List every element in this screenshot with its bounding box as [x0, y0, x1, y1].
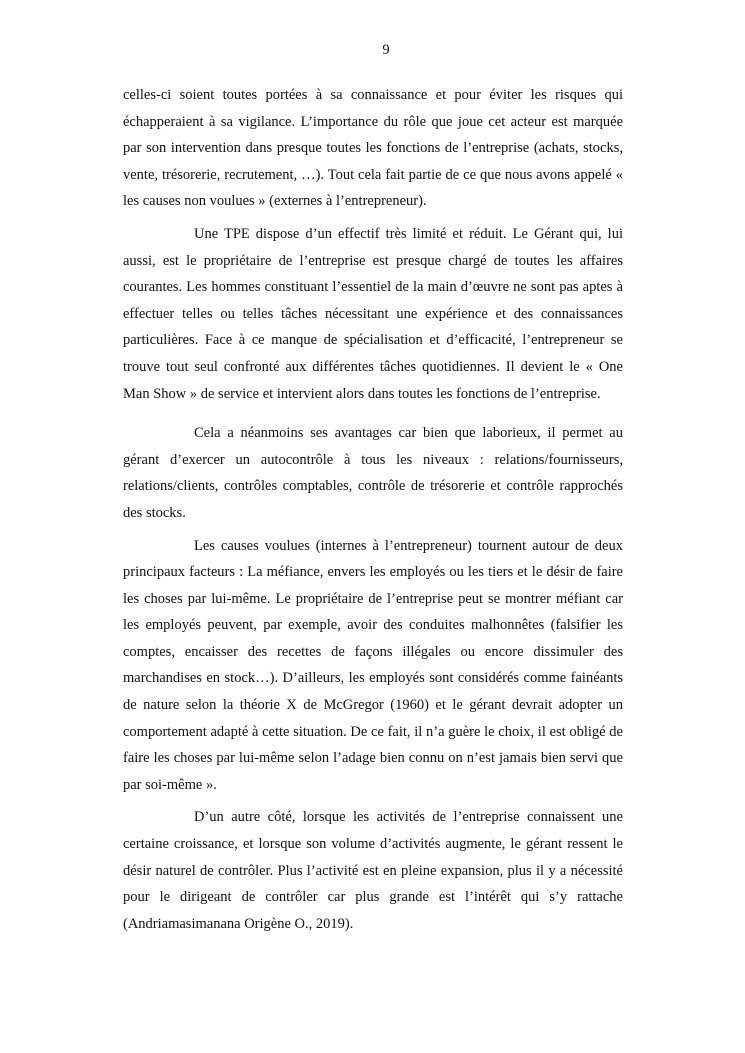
paragraph-voluntary-causes: Les causes voulues (internes à l’entrepreneur) tournent autour de deux principaux facteurs : La méfiance, envers les employés ou les tiers et le désir de faire les choses par lui-même. Le propriétaire de l’entreprise peut se montrer méfiant car les employés peuvent, par exemple, avoir des conduites malhonnêtes (falsifier les comptes, encaisser des recettes de façons illégales ou encore dissimuler des marchandises en stock…). D’ailleurs, les employés sont considérés comme fainéants de nature selon la théorie X de McGregor (1960) et le gérant devrait adopter un comportement adapté à cette situation. De ce fait, il n’a guère le choix, il est obligé de faire les choses par lui-même selon l’adage bien connu on n’est jamais bien servi que par soi-même ».	[123, 537, 623, 793]
paragraph-self-control-advantages: Cela a néanmoins ses avantages car bien que laborieux, il permet au gérant d’exercer un autocontrôle à tous les niveaux : relations/fournisseurs, relations/clients, contrôles comptables, contrôle de trésorerie et contrôle rapprochés des stocks.	[123, 425, 623, 521]
paragraph-external-causes: celles-ci soient toutes portées à sa connaissance et pour éviter les risques qui échapperaient à sa vigilance. L’importance du rôle que joue cet acteur est marquée par son intervention dans presque toutes les fonctions de l’entreprise (achats, stocks, vente, trésorerie, recrutement, …). Tout cela fait partie de ce que nous avons appelé « les causes non voulues » (externes à l’entrepreneur).	[123, 87, 623, 210]
paragraph-tpe-workforce: Une TPE dispose d’un effectif très limité et réduit. Le Gérant qui, lui aussi, est le propriétaire de l’entreprise est presque chargé de toutes les affaires courantes. Les hommes constituant l’essentiel de la main d’œuvre ne sont pas aptes à effectuer telles ou telles tâches nécessitant une expérience et des connaissances particulières. Face à ce manque de spécialisation et d’efficacité, l’entrepreneur se trouve tout seul confronté aux différentes tâches quotidiennes. Il devient le « One Man Show » de service et intervient alors dans toutes les fonctions de l’entreprise.	[123, 225, 623, 402]
document-body	[123, 82, 623, 937]
page-number: 9	[382, 42, 390, 58]
paragraph-growth-control: D’un autre côté, lorsque les activités de l’entreprise connaissent une certaine croissance, et lorsque son volume d’activités augmente, le gérant ressent le désir naturel de contrôler. Plus l’activité est en pleine expansion, plus il y a nécessité pour le dirigeant de contrôler car plus grande est l’intérêt qui s’y rattache (Andriamasimanana Origène O., 2019).	[123, 809, 623, 932]
